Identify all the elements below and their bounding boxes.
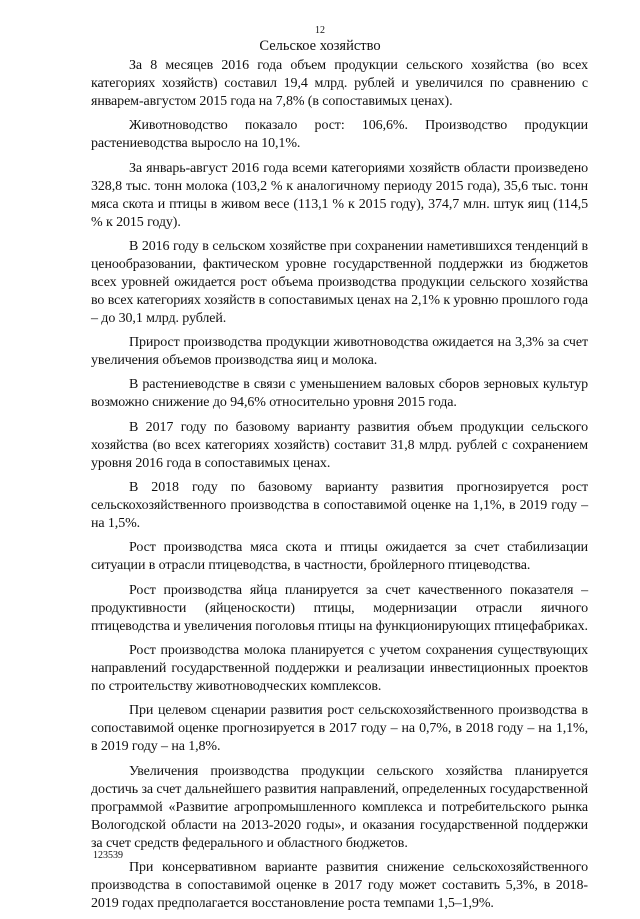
page-number: 12 [315,25,325,36]
paragraph: За январь-август 2016 года всеми категориями хозяйств области произведено 328,8 тыс. тонн молока (103,2 % к аналогичному периоду 2015 года), 35,6 тыс. тонн мяса скота и птицы в живом весе (113,1 % к 2015 году), 374,7 млн. штук яиц (114,5 % к 2015 году). [91,160,588,230]
paragraph: Прирост производства продукции животноводства ожидается на 3,3% за счет увеличения объемов производства яиц и молока. [91,335,588,369]
section-title: Сельское хозяйство [259,38,381,54]
paragraph: Рост производства молока планируется с учетом сохранения существующих направлений государственной поддержки и реализации инвестиционных проектов по строительству животноводческих комплексов. [91,642,588,694]
footer-code: 123539 [93,850,123,861]
paragraph: Увеличения производства продукции сельского хозяйства планируется достичь за счет дальнейшего развития направлений, определенных государственной программой «Развитие агропромышленного комплекса и потребительского рынка Вологодской области на 2013-2020 годы», и оказания государственной поддержки за счет средств федерального и областного бюджетов. [91,763,588,851]
paragraph: За 8 месяцев 2016 года объем продукции сельского хозяйства (во всех категориях хозяйств) составил 19,4 млрд. рублей и увеличился по сравнению с январем-августом 2015 года на 7,8% (в сопоставимых ценах). [91,58,588,109]
paragraph: В 2018 году по базовому варианту развития прогнозируется рост сельскохозяйственного производства в сопоставимой оценке на 1,1%, в 2019 году – на 1,5%. [91,480,588,532]
paragraph: В 2016 году в сельском хозяйстве при сохранении наметившихся тенденций в ценообразовании, фактическом уровне государственной поддержки из бюджетов всех уровней ожидается рост объема производства продукции сельского хозяйства во всех категориях хозяйств в сопоставимых ценах на 2,1% к уровню прошлого года – до 30,1 млрд. рублей. [91,238,588,326]
paragraph: При консервативном варианте развития снижение сельскохозяйственного производства в сопоставимой оценке в 2017 году может составить 5,3%, в 2018-2019 годах предполагается восстановление роста темпами 1,5–1,9%. [91,859,588,911]
paragraph: При целевом сценарии развития рост сельскохозяйственного производства в сопоставимой оценке прогнозируется в 2017 году – на 0,7%, в 2018 году – на 1,1%, в 2019 году – на 1,8%. [91,703,588,755]
paragraph: Рост производства мяса скота и птицы ожидается за счет стабилизации ситуации в отрасли птицеводства, в частности, бройлерного птицеводства. [91,540,588,574]
paragraph: В 2017 году по базовому варианту развития объем продукции сельского хозяйства (во всех категориях хозяйств) составит 31,8 млрд. рублей с сохранением уровня 2016 года в сопоставимых ценах. [91,419,588,471]
document-body [91,57,588,919]
paragraph: В растениеводстве в связи с уменьшением валовых сборов зерновых культур возможно снижение до 94,6% относительно уровня 2015 года. [91,377,588,411]
paragraph: Животноводство показало рост: 106,6%. Производство продукции растениеводства выросло на 10,1%. [91,118,588,152]
paragraph: Рост производства яйца планируется за счет качественного показателя – продуктивности (яйценоскости) птицы, модернизации отрасли яичного птицеводства и увеличения поголовья птицы на функционирующих птицефабриках. [91,582,588,634]
